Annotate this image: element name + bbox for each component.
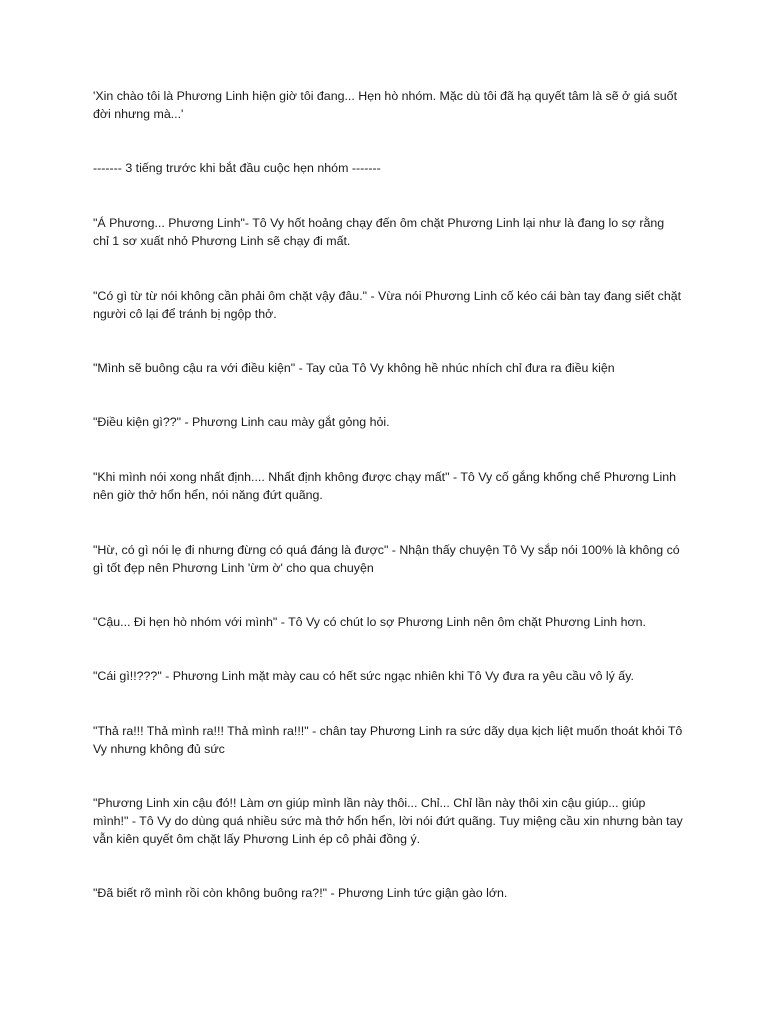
paragraph: "Có gì từ từ nói không cần phải ôm chặt vậy đâu." - Vừa nói Phương Linh cố kéo cái bàn tay đang siết chặt người cô lại để tránh bị ngộp thở. [93, 289, 682, 321]
paragraph-intro: 'Xin chào tôi là Phương Linh hiện giờ tôi đang... Hẹn hò nhóm. Mặc dù tôi đã hạ quyết tâm là sẽ ở giá suốt đời nhưng mà...' [93, 89, 678, 121]
paragraph: "Cậu... Đi hẹn hò nhóm với mình" - Tô Vy có chút lo sợ Phương Linh nên ôm chặt Phương Linh hơn. [93, 615, 646, 629]
paragraph: "Phương Linh xin cậu đó!! Làm ơn giúp mình lần này thôi... Chỉ... Chỉ lần này thôi xin cậu giúp... giúp mình!" - Tô Vy do dùng quá nhiều sức mà thở hổn hển, lời nói đứt quãng. Tuy miệng cầu xin nhưng bàn tay vẫn kiên quyết ôm chặt lấy Phương Linh ép cô phải đồng ý. [93, 796, 683, 846]
paragraph: "Đã biết rõ mình rồi còn không buông ra?!" - Phương Linh tức giận gào lớn. [93, 886, 508, 900]
paragraph: "Điều kiện gì??" - Phương Linh cau mày gắt gỏng hỏi. [93, 415, 390, 429]
paragraph: "Hừ, có gì nói lẹ đi nhưng đừng có quá đáng là được" - Nhận thấy chuyện Tô Vy sắp nói 100% là không có gì tốt đẹp nên Phương Linh 'ừm ờ' cho qua chuyện [93, 543, 680, 575]
paragraph: "Cái gì!!???" - Phương Linh mặt mày cau có hết sức ngạc nhiên khi Tô Vy đưa ra yêu cầu vô lý ấy. [93, 669, 634, 683]
paragraph-scene-divider: ------- 3 tiếng trước khi bắt đầu cuộc hẹn nhóm ------- [93, 161, 381, 175]
paragraph: "Khi mình nói xong nhất định.... Nhất định không được chạy mất" - Tô Vy cố gắng khống chế Phương Linh nên giờ thở hổn hển, nói năng đứt quãng. [93, 470, 677, 502]
paragraph: "Mình sẽ buông cậu ra với điều kiện" - Tay của Tô Vy không hề nhúc nhích chỉ đưa ra điều kiện [93, 361, 615, 375]
paragraph: "Thả ra!!! Thả mình ra!!! Thả mình ra!!!" - chân tay Phương Linh ra sức dãy dụa kịch liệt muốn thoát khỏi Tô Vy nhưng không đủ sức [93, 724, 683, 756]
paragraph: "Á Phương... Phương Linh"- Tô Vy hốt hoảng chạy đến ôm chặt Phương Linh lại như là đang lo sợ rằng chỉ 1 sơ xuất nhỏ Phương Linh sẽ chạy đi mất. [93, 216, 665, 248]
